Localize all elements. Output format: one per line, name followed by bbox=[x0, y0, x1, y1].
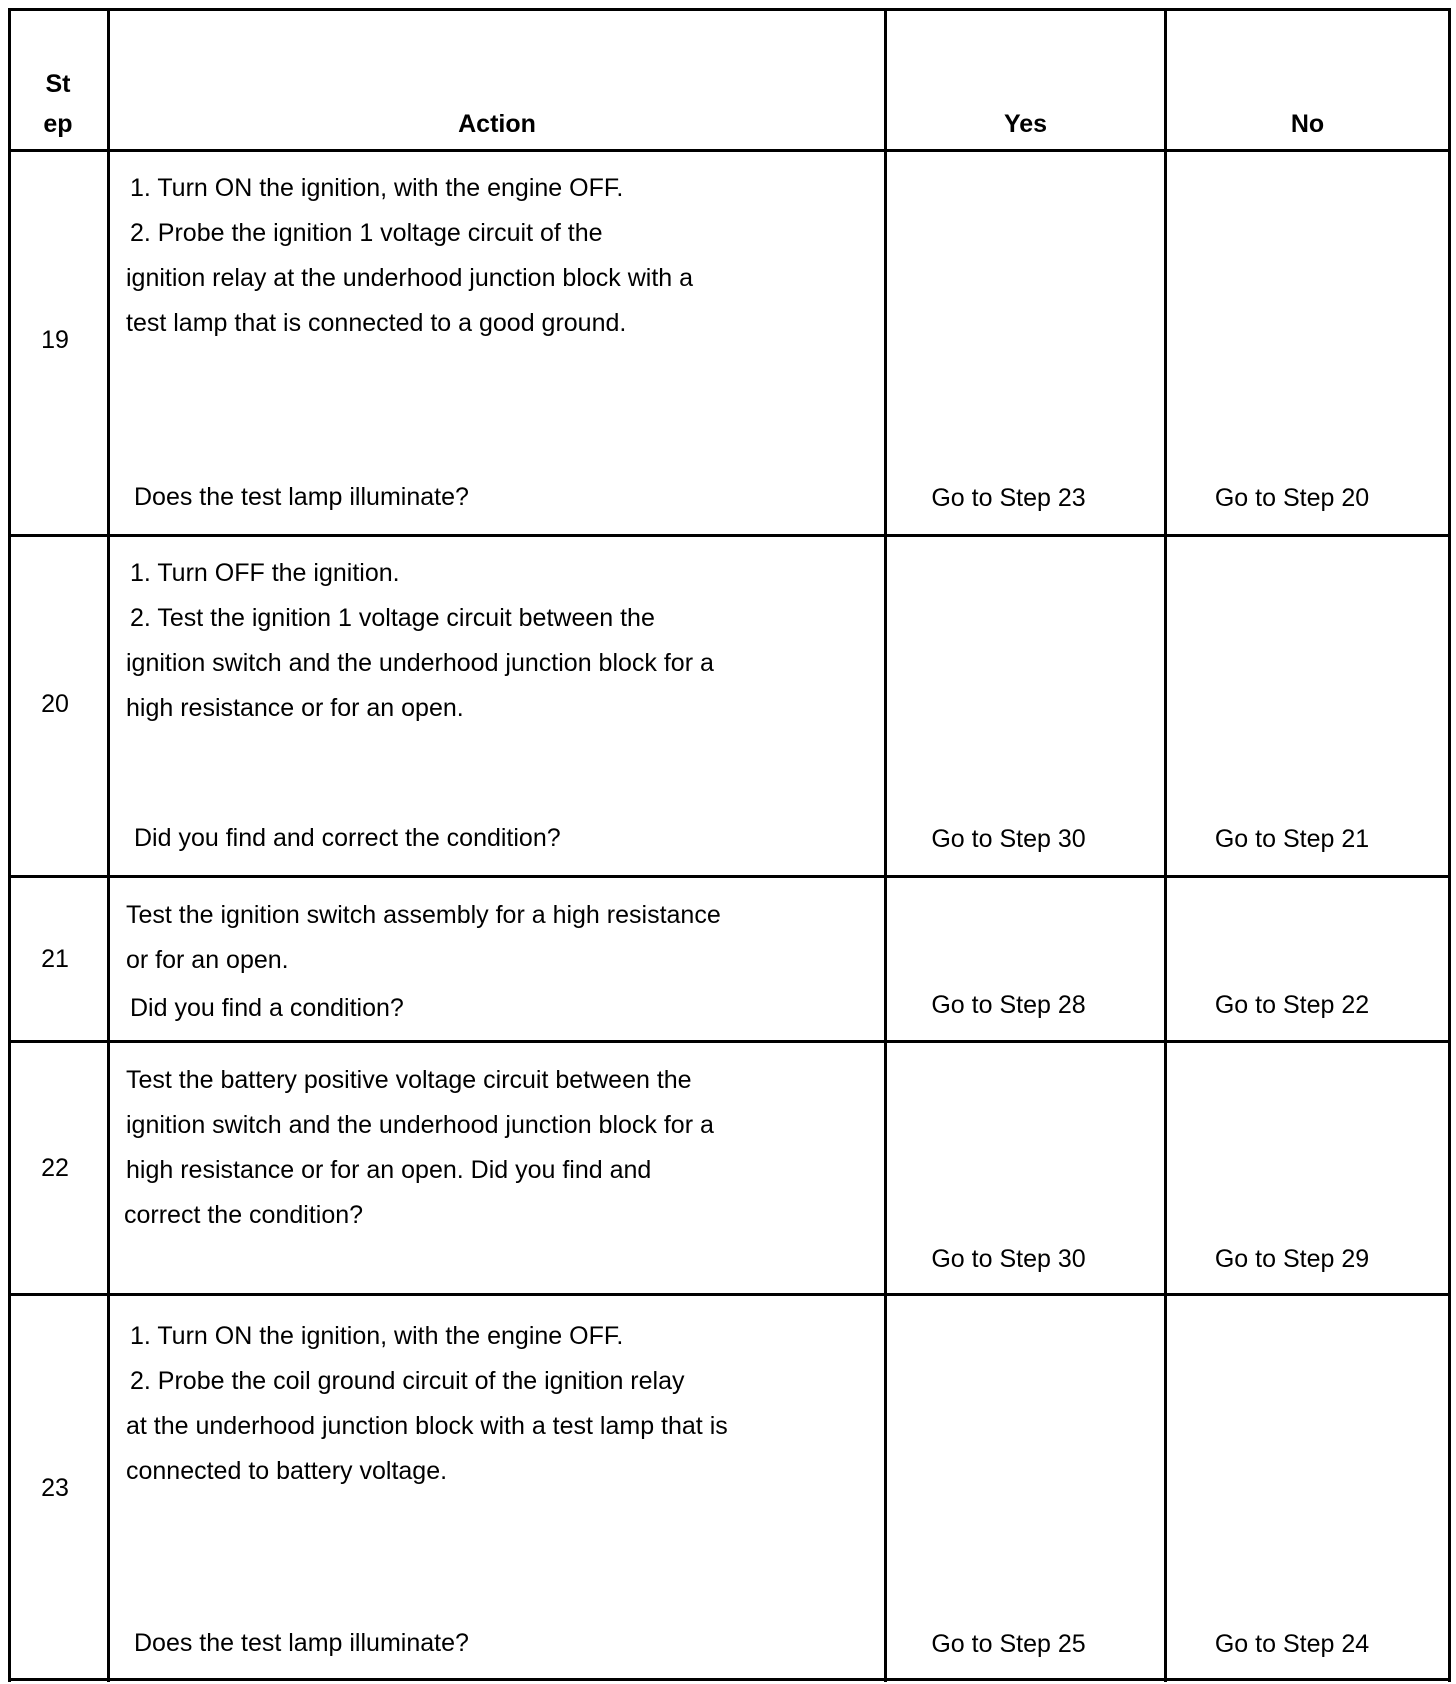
table-border-top bbox=[8, 8, 1451, 11]
table-border-bottom bbox=[8, 1678, 1451, 1681]
header-step-line2: ep bbox=[43, 110, 73, 138]
action-question: Does the test lamp illuminate? bbox=[134, 1629, 469, 1657]
action-question: Did you find a condition? bbox=[130, 994, 404, 1022]
action-text bbox=[126, 551, 714, 731]
action-line: 2. Probe the coil ground circuit of the ignition relay bbox=[130, 1367, 685, 1395]
table-border-right bbox=[1448, 10, 1451, 1682]
header-no: No bbox=[1290, 110, 1325, 138]
no-answer: Go to Step 22 bbox=[1214, 991, 1370, 1019]
yes-answer: Go to Step 30 bbox=[931, 825, 1086, 853]
yes-answer: Go to Step 25 bbox=[931, 1630, 1086, 1658]
action-line: ignition switch and the underhood junction block for a bbox=[126, 649, 714, 677]
action-line: at the underhood junction block with a test lamp that is bbox=[126, 1412, 728, 1440]
no-answer: Go to Step 29 bbox=[1214, 1245, 1370, 1273]
action-line: high resistance or for an open. bbox=[126, 694, 464, 722]
header-step-line1: St bbox=[45, 70, 71, 98]
row-divider bbox=[8, 1293, 1451, 1296]
action-line: 2. Probe the ignition 1 voltage circuit of the bbox=[130, 219, 603, 247]
action-line: ignition switch and the underhood junction block for a bbox=[126, 1111, 714, 1139]
step-number: 23 bbox=[41, 1474, 69, 1502]
row-divider bbox=[8, 875, 1451, 878]
action-text bbox=[126, 1314, 728, 1494]
no-answer: Go to Step 21 bbox=[1214, 825, 1370, 853]
action-line: test lamp that is connected to a good ground. bbox=[126, 309, 627, 337]
header-step bbox=[10, 64, 106, 144]
header-action: Action bbox=[458, 110, 536, 138]
action-line: Test the battery positive voltage circuit between the bbox=[126, 1066, 692, 1094]
header-yes: Yes bbox=[1003, 110, 1048, 138]
action-text bbox=[126, 893, 721, 983]
action-line: 1. Turn ON the ignition, with the engine OFF. bbox=[130, 1322, 624, 1350]
action-line: correct the condition? bbox=[124, 1201, 364, 1229]
table-border-left bbox=[8, 10, 11, 1682]
step-number: 19 bbox=[41, 326, 69, 354]
action-line: ignition relay at the underhood junction block with a bbox=[126, 264, 694, 292]
row-divider bbox=[8, 1040, 1451, 1043]
action-line: 1. Turn ON the ignition, with the engine OFF. bbox=[130, 174, 624, 202]
step-number: 20 bbox=[41, 690, 69, 718]
action-line: Test the ignition switch assembly for a high resistance bbox=[126, 901, 721, 929]
action-line: 2. Test the ignition 1 voltage circuit between the bbox=[130, 604, 655, 632]
action-text bbox=[126, 1058, 714, 1238]
action-line: connected to battery voltage. bbox=[126, 1457, 448, 1485]
column-divider bbox=[107, 10, 110, 1682]
yes-answer: Go to Step 23 bbox=[931, 484, 1086, 512]
yes-answer: Go to Step 28 bbox=[931, 991, 1086, 1019]
no-answer: Go to Step 20 bbox=[1214, 484, 1370, 512]
action-question: Does the test lamp illuminate? bbox=[134, 483, 469, 511]
action-line: or for an open. bbox=[126, 946, 289, 974]
action-line: high resistance or for an open. Did you find and bbox=[126, 1156, 652, 1184]
header-divider bbox=[8, 149, 1451, 152]
no-answer: Go to Step 24 bbox=[1214, 1630, 1370, 1658]
action-line: 1. Turn OFF the ignition. bbox=[130, 559, 400, 587]
yes-answer: Go to Step 30 bbox=[931, 1245, 1086, 1273]
row-divider bbox=[8, 534, 1451, 537]
action-text bbox=[126, 166, 693, 346]
action-question: Did you find and correct the condition? bbox=[134, 824, 561, 852]
step-number: 21 bbox=[41, 945, 69, 973]
step-number: 22 bbox=[41, 1154, 69, 1182]
